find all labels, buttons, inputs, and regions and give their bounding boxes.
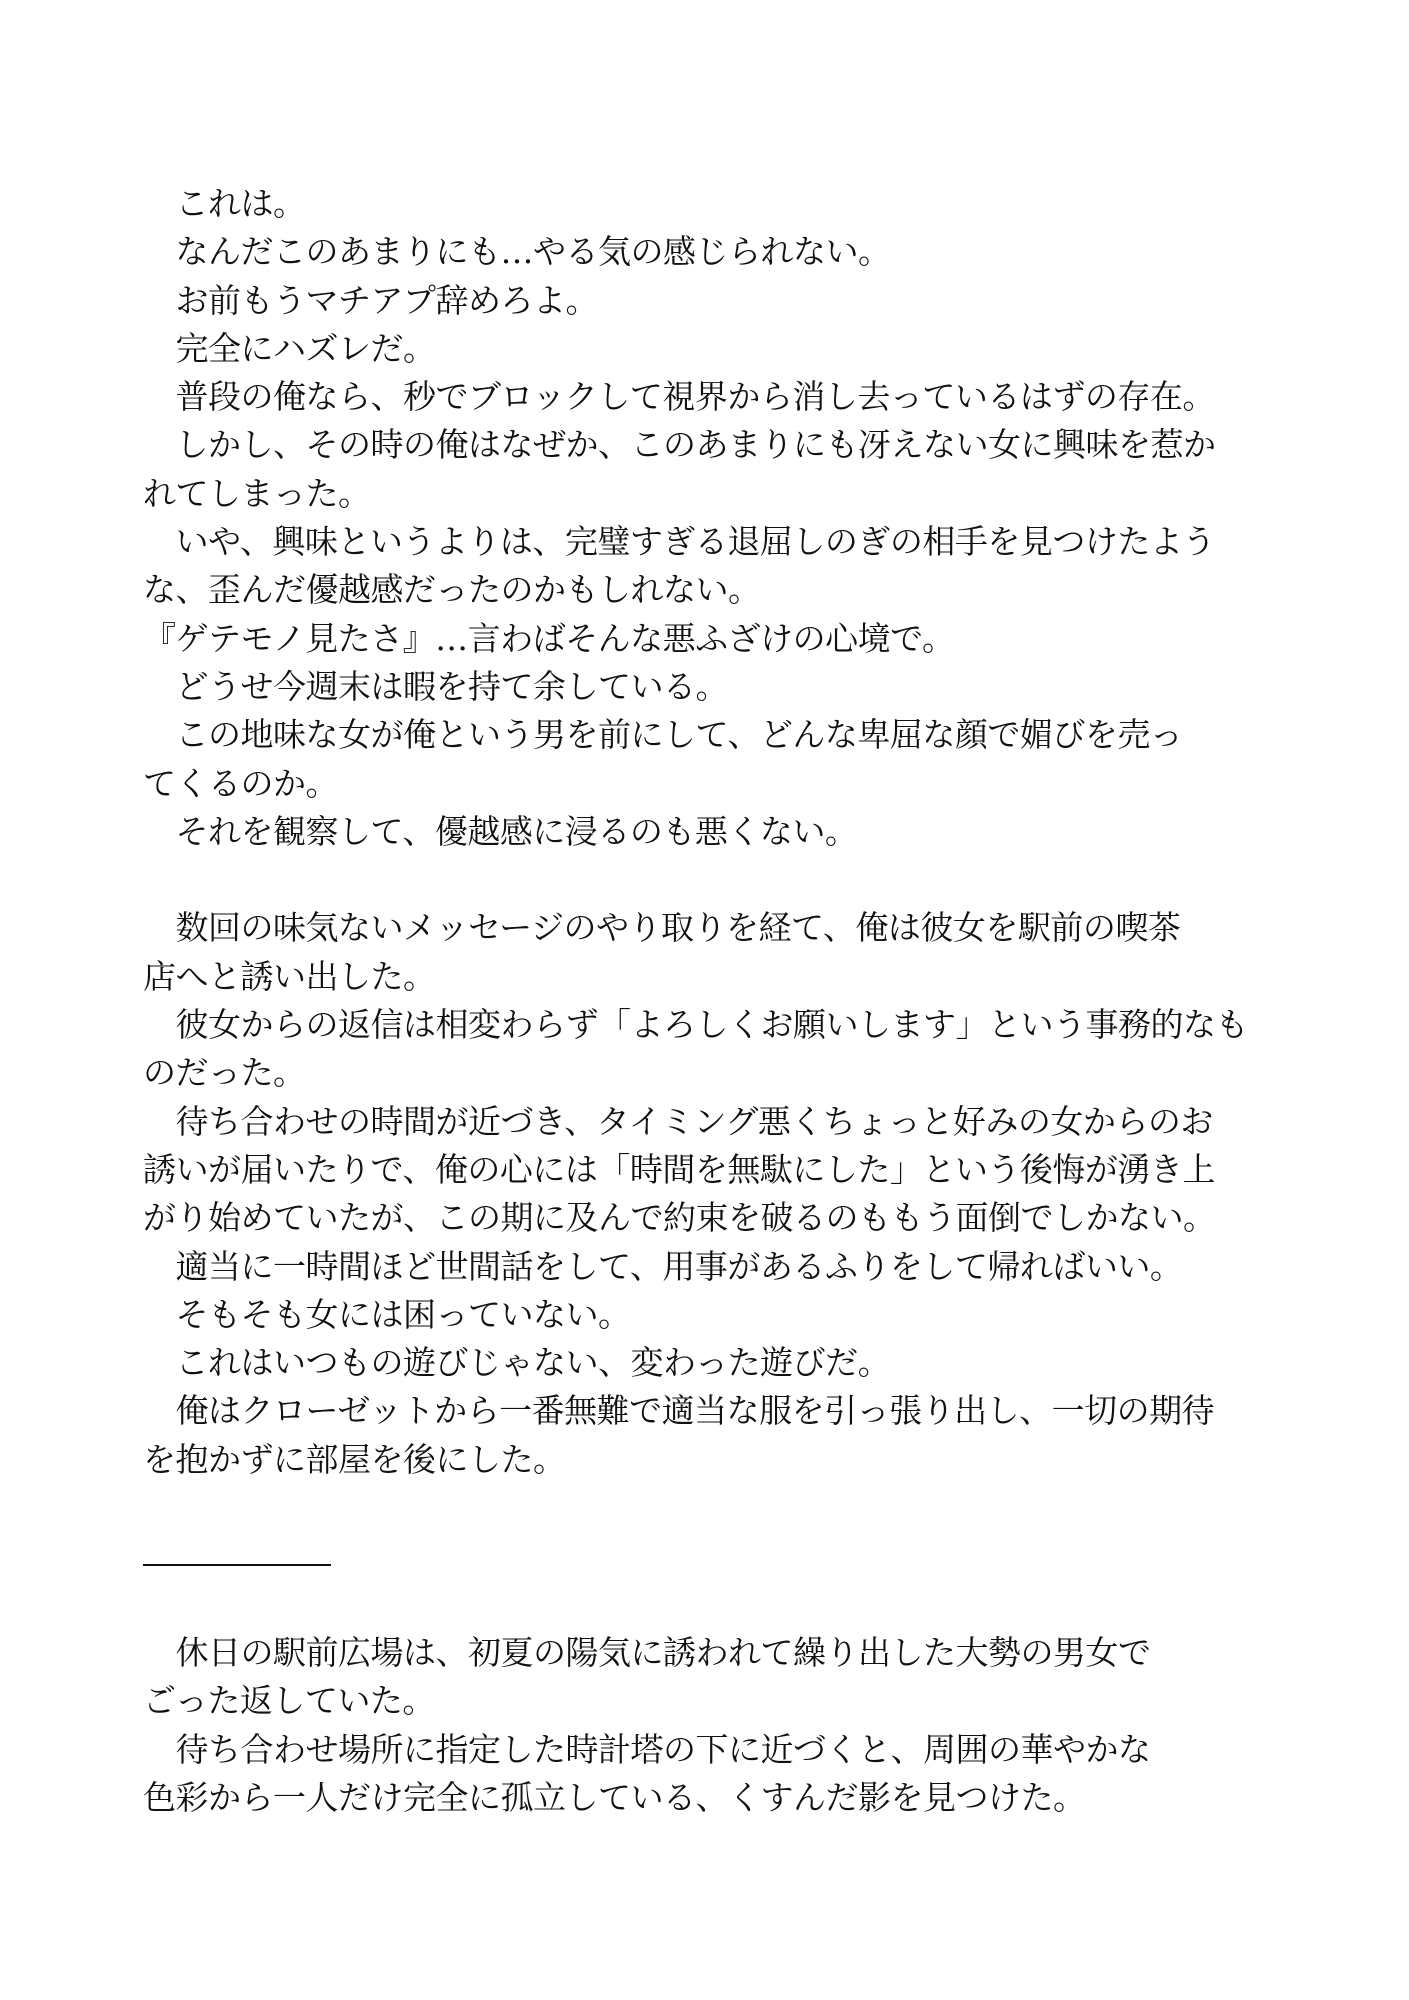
text-line: どうせ今週末は暇を持て余している。 xyxy=(143,666,728,706)
text-line: 待ち合わせの時間が近づき、タイミング悪くちょっと好みの女からのお xyxy=(143,1101,1213,1141)
text-line: これは。 xyxy=(143,184,306,223)
text-line: な、歪んだ優越感だったのかもしれない。 xyxy=(143,570,761,610)
section-divider xyxy=(143,1532,1268,1580)
text-line: しかし、その時の俺はなぜか、このあまりにも冴えない女に興味を惹か xyxy=(143,425,1216,465)
text-line: そもそも女には困っていない。 xyxy=(143,1294,631,1334)
blank-line xyxy=(143,1484,1268,1532)
text-line: 適当に一時間ほど世間話をして、用事があるふりをして帰ればいい。 xyxy=(143,1246,1183,1286)
text-line: 完全にハズレだ。 xyxy=(143,328,436,368)
text-line: 数回の味気ないメッセージのやり取りを経て、俺は彼女を駅前の喫茶 xyxy=(143,908,1181,948)
text-line: 色彩から一人だけ完全に孤立している、くすんだ影を見つけた。 xyxy=(143,1777,1086,1817)
text-line: がり始めていたが、この期に及んで約束を破るのももう面倒でしかない。 xyxy=(143,1198,1216,1238)
text-line: この地味な女が俺という男を前にして、どんな卑屈な顔で媚びを売っ xyxy=(143,715,1183,755)
text-line: 休日の駅前広場は、初夏の陽気に誘われて繰り出した大勢の男女で xyxy=(143,1632,1151,1672)
text-line: 普段の俺なら、秒でブロックして視界から消し去っているはずの存在。 xyxy=(143,377,1215,417)
text-line: 俺はクローゼットから一番無難で適当な服を引っ張り出し、一切の期待 xyxy=(143,1391,1215,1431)
text-line: 誘いが届いたりで、俺の心には「時間を無駄にした」という後悔が湧き上 xyxy=(143,1149,1215,1189)
text-line: これはいつもの遊びじゃない、変わった遊びだ。 xyxy=(143,1343,891,1383)
text-line: を抱かずに部屋を後にした。 xyxy=(143,1439,566,1479)
blank-line xyxy=(143,856,1268,904)
text-line: 『ゲテモノ見たさ』…言わばそんな悪ふざけの心境で。 xyxy=(143,618,955,658)
text-line: 彼女からの返信は相変わらず「よろしくお願いします」という事務的なも xyxy=(143,1005,1248,1045)
divider-line xyxy=(143,1564,331,1566)
text-line: れてしまった。 xyxy=(143,473,371,513)
text-line: なんだこのあまりにも…やる気の感じられない。 xyxy=(143,232,891,272)
text-line: 店へと誘い出した。 xyxy=(143,956,436,996)
blank-line xyxy=(143,1581,1268,1629)
text-line: のだった。 xyxy=(143,1053,306,1093)
document-page xyxy=(143,180,1268,1822)
text-line: 待ち合わせ場所に指定した時計塔の下に近づくと、周囲の華やかな xyxy=(143,1729,1151,1769)
text-line: ごった返していた。 xyxy=(143,1681,435,1721)
text-line: それを観察して、優越感に浸るのも悪くない。 xyxy=(143,811,858,851)
text-line: てくるのか。 xyxy=(143,763,338,803)
text-line: お前もうマチアプ辞めろよ。 xyxy=(143,280,598,320)
text-line: いや、興味というよりは、完璧すぎる退屈しのぎの相手を見つけたよう xyxy=(143,522,1215,562)
